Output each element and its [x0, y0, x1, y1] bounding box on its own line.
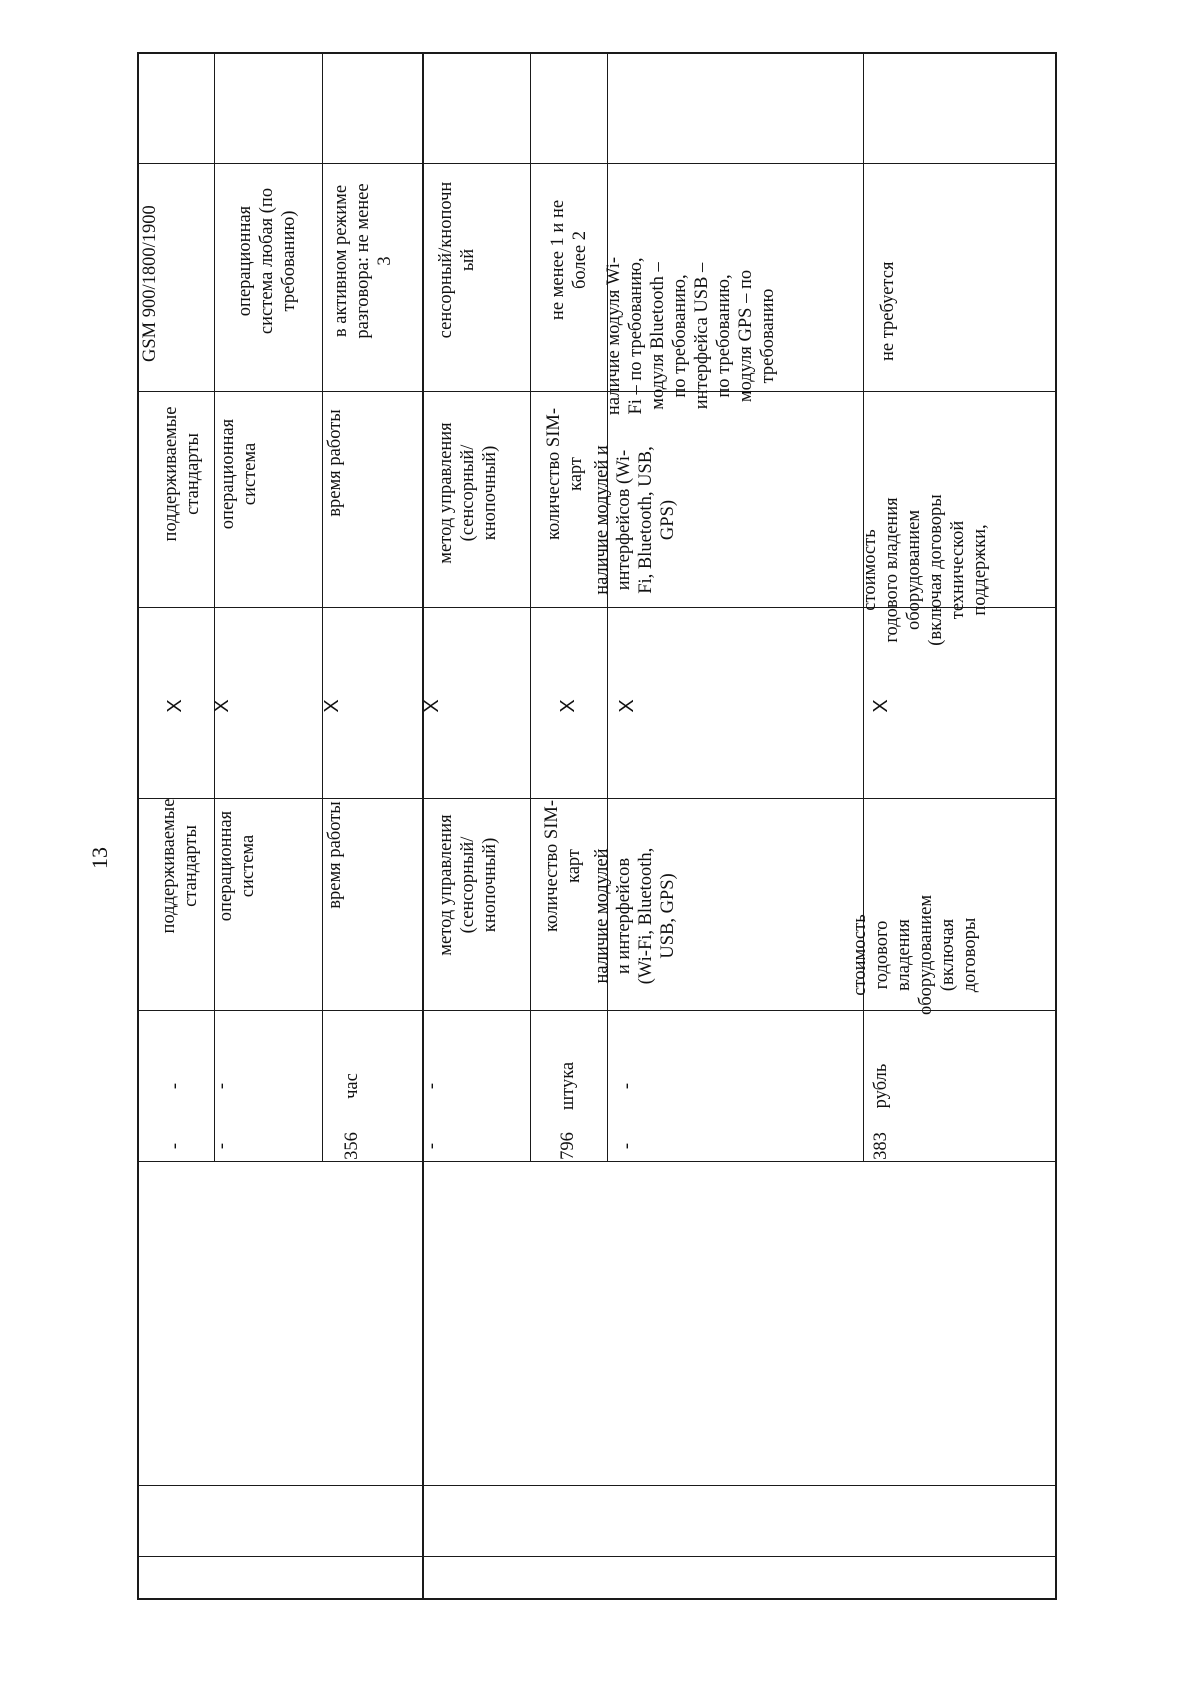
- unit-cell: штука: [558, 1061, 578, 1111]
- mark-cell: Х: [421, 699, 443, 713]
- name-cell: количество SIM- карт: [542, 800, 584, 933]
- column-divider-code-unit: [137, 1161, 1057, 1162]
- name-cell: время работы: [325, 801, 345, 909]
- mark-cell: Х: [211, 699, 233, 713]
- characteristic-name-cell: поддерживаемые стандарты: [161, 406, 203, 542]
- code-cell: -: [422, 1142, 442, 1150]
- unit-cell: -: [617, 1082, 637, 1090]
- mark-cell: Х: [870, 699, 892, 713]
- mark-cell: Х: [557, 699, 579, 713]
- characteristic-name-cell: количество SIM- карт: [544, 408, 586, 541]
- mark-cell: Х: [616, 699, 638, 713]
- value-cell: не требуется: [878, 261, 898, 361]
- name-cell: стоимость годового владения оборудованием (включая договоры: [850, 894, 980, 1016]
- unit-cell: -: [165, 1082, 185, 1090]
- code-cell: -: [165, 1142, 185, 1150]
- left-block-divider-d: [422, 1556, 1057, 1557]
- mark-cell: Х: [321, 699, 343, 713]
- name-cell: операционная система: [216, 810, 258, 922]
- value-cell: не менее 1 и не более 2: [548, 199, 590, 321]
- name-cell: наличие модулей и интерфейсов (Wi-Fi, Bluetooth, USB, GPS): [592, 847, 678, 985]
- table-row: [322, 52, 422, 1161]
- code-cell: 356: [342, 1132, 362, 1160]
- characteristic-name-cell: стоимость годового владения оборудованием (включая договоры технической поддержки,: [860, 494, 990, 646]
- left-block-divider-b: [137, 1556, 422, 1557]
- unit-cell: -: [212, 1082, 232, 1090]
- table-row: [850, 52, 1057, 1161]
- characteristic-name-cell: время работы: [325, 409, 345, 517]
- characteristic-name-cell: наличие модулей и интерфейсов (Wi- Fi, Bluetooth, USB, GPS): [592, 445, 678, 595]
- mark-cell: Х: [164, 699, 186, 713]
- table-row: [592, 52, 863, 1161]
- value-cell: сенсорный/кнопочн ый: [436, 181, 478, 339]
- left-block-divider-a: [137, 1485, 422, 1486]
- code-cell: 796: [558, 1132, 578, 1160]
- unit-cell: час: [342, 1073, 362, 1099]
- unit-cell: -: [422, 1082, 442, 1090]
- name-cell: поддерживаемые стандарты: [159, 798, 201, 934]
- characteristic-name-cell: операционная система: [218, 418, 260, 530]
- table-row: [421, 52, 530, 1161]
- value-cell: операционная система любая (по требованию): [235, 187, 299, 335]
- code-cell: 383: [871, 1132, 891, 1160]
- code-cell: -: [212, 1142, 232, 1150]
- characteristic-name-cell: метод управления (сенсорный/ кнопочный): [436, 422, 500, 564]
- value-cell: наличие модуля Wi- Fi – по требованию, модуля Bluetooth – по требованию, интерфейса USB – по требованию, модуля GPS – по требованию: [604, 256, 778, 416]
- name-cell: метод управления (сенсорный/ кнопочный): [436, 814, 500, 956]
- unit-cell: рубль: [871, 1063, 891, 1109]
- left-block-divider-c: [422, 1485, 1057, 1486]
- code-cell: -: [617, 1142, 637, 1150]
- value-cell: GSM 900/1800/1900: [140, 205, 160, 362]
- page-number: 13: [87, 847, 112, 869]
- value-cell: в активном режиме разговора: не менее 3: [331, 183, 395, 339]
- table-row: [137, 52, 214, 1161]
- table-row: [211, 52, 322, 1161]
